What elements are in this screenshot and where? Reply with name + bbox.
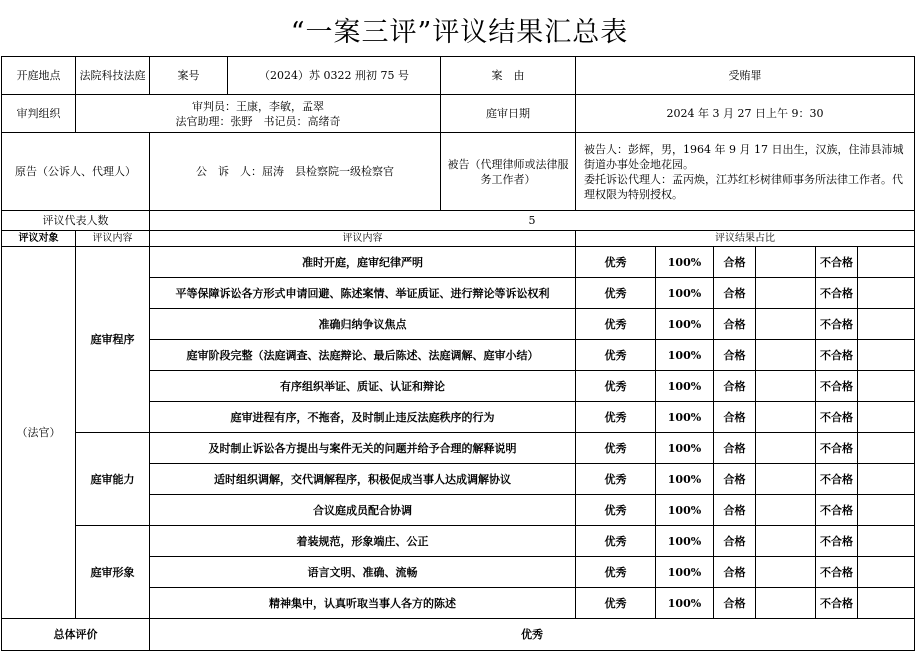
column-header-row xyxy=(2,231,915,247)
cause-label: 案 由 xyxy=(441,57,576,95)
evaluation-row xyxy=(2,526,915,557)
item-cell: 语言文明、准确、流畅 xyxy=(150,557,576,588)
case-no-label: 案号 xyxy=(150,57,228,95)
good-percent: 100% xyxy=(656,557,714,588)
good-percent: 100% xyxy=(656,526,714,557)
col-content-type: 评议内容 xyxy=(76,231,150,247)
pass-label: 合格 xyxy=(714,557,756,588)
col-content: 评议内容 xyxy=(150,231,576,247)
item-cell: 平等保障诉讼各方形式申请回避、陈述案情、举证质证、进行辩论等诉讼权利 xyxy=(150,278,576,309)
item-cell: 准确归纳争议焦点 xyxy=(150,309,576,340)
fail-percent xyxy=(858,247,915,278)
good-percent: 100% xyxy=(656,464,714,495)
pass-label: 合格 xyxy=(714,247,756,278)
venue-row xyxy=(2,57,915,95)
parties-row xyxy=(2,133,915,211)
good-label: 优秀 xyxy=(576,433,656,464)
defendant-agent: 委托诉讼代理人：孟丙焕，江苏红杉树律师事务所法律工作者。代理权限为特别授权。 xyxy=(584,172,903,201)
good-label: 优秀 xyxy=(576,526,656,557)
pass-label: 合格 xyxy=(714,495,756,526)
item-cell: 庭审进程有序，不拖沓，及时制止违反法庭秩序的行为 xyxy=(150,402,576,433)
plaintiff-value: 公 诉 人：屈涛 县检察院一级检察官 xyxy=(150,133,441,211)
fail-percent xyxy=(858,464,915,495)
pass-label: 合格 xyxy=(714,340,756,371)
pass-percent xyxy=(756,433,816,464)
evaluation-row xyxy=(2,247,915,278)
good-percent: 100% xyxy=(656,433,714,464)
fail-label: 不合格 xyxy=(816,340,858,371)
good-percent: 100% xyxy=(656,340,714,371)
pass-label: 合格 xyxy=(714,371,756,402)
good-percent: 100% xyxy=(656,588,714,619)
fail-label: 不合格 xyxy=(816,495,858,526)
item-cell: 适时组织调解，交代调解程序，积极促成当事人达成调解协议 xyxy=(150,464,576,495)
case-no-value: （2024）苏 0322 刑初 75 号 xyxy=(228,57,441,95)
pass-percent xyxy=(756,340,816,371)
fail-label: 不合格 xyxy=(816,278,858,309)
pass-label: 合格 xyxy=(714,309,756,340)
fail-label: 不合格 xyxy=(816,371,858,402)
good-label: 优秀 xyxy=(576,557,656,588)
fail-label: 不合格 xyxy=(816,433,858,464)
pass-percent xyxy=(756,464,816,495)
venue-value: 法院科技法庭 xyxy=(76,57,150,95)
pass-label: 合格 xyxy=(714,402,756,433)
fail-percent xyxy=(858,433,915,464)
pass-label: 合格 xyxy=(714,464,756,495)
fail-percent xyxy=(858,278,915,309)
pass-percent xyxy=(756,309,816,340)
fail-percent xyxy=(858,371,915,402)
item-cell: 准时开庭，庭审纪律严明 xyxy=(150,247,576,278)
col-result: 评议结果占比 xyxy=(576,231,915,247)
pass-label: 合格 xyxy=(714,433,756,464)
panel-value xyxy=(76,95,441,133)
good-label: 优秀 xyxy=(576,309,656,340)
pass-percent xyxy=(756,557,816,588)
good-percent: 100% xyxy=(656,247,714,278)
fail-percent xyxy=(858,557,915,588)
fail-label: 不合格 xyxy=(816,526,858,557)
fail-percent xyxy=(858,309,915,340)
evaluation-row xyxy=(2,433,915,464)
item-cell: 及时制止诉讼各方提出与案件无关的问题并给予合理的解释说明 xyxy=(150,433,576,464)
reps-row xyxy=(2,211,915,231)
good-label: 优秀 xyxy=(576,340,656,371)
good-label: 优秀 xyxy=(576,464,656,495)
item-cell: 精神集中，认真听取当事人各方的陈述 xyxy=(150,588,576,619)
fail-percent xyxy=(858,402,915,433)
fail-label: 不合格 xyxy=(816,464,858,495)
pass-percent xyxy=(756,371,816,402)
fail-label: 不合格 xyxy=(816,309,858,340)
fail-label: 不合格 xyxy=(816,247,858,278)
fail-percent xyxy=(858,526,915,557)
category-cell: 庭审能力 xyxy=(76,433,150,526)
judges: 审判员：王康，李敏，孟翠 xyxy=(192,99,324,113)
defendant-value xyxy=(576,133,915,211)
venue-label: 开庭地点 xyxy=(2,57,76,95)
pass-percent xyxy=(756,526,816,557)
pass-percent xyxy=(756,588,816,619)
date-label: 庭审日期 xyxy=(441,95,576,133)
good-percent: 100% xyxy=(656,371,714,402)
fail-percent xyxy=(858,588,915,619)
good-label: 优秀 xyxy=(576,371,656,402)
category-cell: 庭审形象 xyxy=(76,526,150,619)
cause-value: 受贿罪 xyxy=(576,57,915,95)
overall-row xyxy=(2,619,915,651)
reps-label: 评议代表人数 xyxy=(2,211,150,231)
pass-percent xyxy=(756,278,816,309)
reps-value: 5 xyxy=(150,211,915,231)
good-percent: 100% xyxy=(656,309,714,340)
evaluation-table xyxy=(1,56,915,651)
panel-row xyxy=(2,95,915,133)
fail-label: 不合格 xyxy=(816,557,858,588)
assistants: 法官助理：张野 书记员：高绪奇 xyxy=(175,114,341,128)
fail-label: 不合格 xyxy=(816,588,858,619)
category-cell: 庭审程序 xyxy=(76,247,150,433)
pass-label: 合格 xyxy=(714,526,756,557)
good-percent: 100% xyxy=(656,402,714,433)
panel-label: 审判组织 xyxy=(2,95,76,133)
good-label: 优秀 xyxy=(576,588,656,619)
fail-percent xyxy=(858,340,915,371)
fail-label: 不合格 xyxy=(816,402,858,433)
overall-label: 总体评价 xyxy=(2,619,150,651)
defendant-info: 被告人：彭辉，男，1964 年 9 月 17 日出生，汉族，住沛县沛城街道办事处金地花园。 xyxy=(584,142,904,171)
item-cell: 庭审阶段完整（法庭调查、法庭辩论、最后陈述、法庭调解、庭审小结） xyxy=(150,340,576,371)
item-cell: 有序组织举证、质证、认证和辩论 xyxy=(150,371,576,402)
good-label: 优秀 xyxy=(576,278,656,309)
plaintiff-label: 原告（公诉人、代理人） xyxy=(2,133,150,211)
good-label: 优秀 xyxy=(576,495,656,526)
pass-label: 合格 xyxy=(714,278,756,309)
overall-value: 优秀 xyxy=(150,619,915,651)
item-cell: 合议庭成员配合协调 xyxy=(150,495,576,526)
pass-percent xyxy=(756,247,816,278)
item-cell: 着装规范，形象端庄、公正 xyxy=(150,526,576,557)
good-label: 优秀 xyxy=(576,247,656,278)
defendant-label: 被告（代理律师或法律服务工作者） xyxy=(441,133,576,211)
fail-percent xyxy=(858,495,915,526)
date-value: 2024 年 3 月 27 日上午 9：30 xyxy=(576,95,915,133)
pass-label: 合格 xyxy=(714,588,756,619)
good-percent: 100% xyxy=(656,495,714,526)
page-title: “一案三评”评议结果汇总表 xyxy=(290,17,629,48)
good-percent: 100% xyxy=(656,278,714,309)
col-target: 评议对象 xyxy=(2,231,76,247)
pass-percent xyxy=(756,495,816,526)
target-cell: （法官） xyxy=(2,247,76,619)
good-label: 优秀 xyxy=(576,402,656,433)
pass-percent xyxy=(756,402,816,433)
